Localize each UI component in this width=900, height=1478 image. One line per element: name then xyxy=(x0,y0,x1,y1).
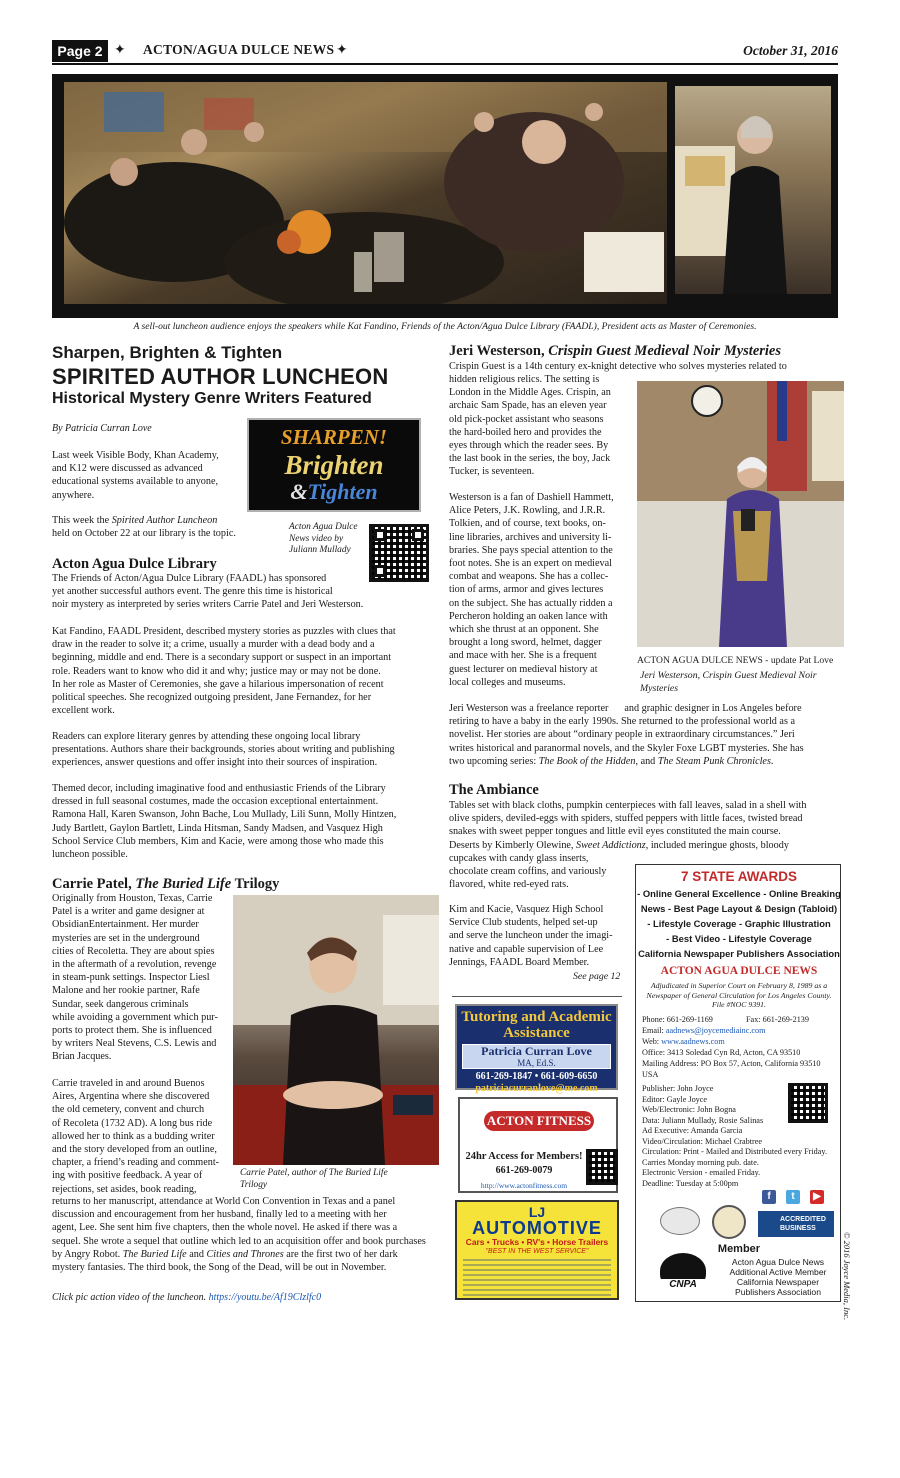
bbb-accredited-badge: ACCREDITED BUSINESS xyxy=(758,1211,834,1237)
masthead-phone: Phone: 661-269-1169 xyxy=(642,1015,713,1024)
facebook-icon[interactable]: f xyxy=(762,1190,776,1204)
jeri-westerson-photo[interactable] xyxy=(637,381,844,647)
video-link-line: Click pic action video of the luncheon. https://youtu.be/Af19Clzlfc0 xyxy=(52,1292,322,1303)
jeri-paragraph-2: Westerson is a fan of Dashiell Hammett, Alice Peters, J.K. Rowling, and J.R.R. Tolkien, and of course, text books, on- line libraries, archives and university li- braries. She pays special attention to the foot notes. She is an expert on medieval combat and weapons. She has a collec- tion of arms, armor and gives lectures on the subject. She has actually ridden a Percheron holding an oaken lance with which she thrust at an opponent. She brought a long sword, helmet, dagger and mace with her. She is a frequent guest lecturer on medieval history at local colleges and museums. xyxy=(449,492,614,688)
ambiance-paragraph-2: Kim and Kacie, Vasquez High School Service Club students, helped set-up and serve the luncheon under the imagi- native and capable supervision of Lee Jennings, FAADL Board Member. xyxy=(449,904,613,968)
award-line: - Best Video - Lifestyle Coverage xyxy=(666,933,812,944)
speaker-photo[interactable] xyxy=(675,86,831,294)
library-subhead: Acton Agua Dulce Library xyxy=(52,556,217,572)
member-line: Publishers Association xyxy=(735,1287,821,1297)
divider xyxy=(452,996,622,997)
award-line: - Lifestyle Coverage - Graphic Illustration xyxy=(647,918,831,929)
masthead-email-line: Email: aadnews@joycemediainc.com xyxy=(642,1026,766,1035)
member-line: Additional Active Member xyxy=(729,1267,827,1277)
fitness-access: 24hr Access for Members! xyxy=(465,1151,583,1162)
copyright-note: © 2016 Joyce Media, Inc. xyxy=(842,1232,852,1321)
fitness-url[interactable]: http://www.actonfitness.com xyxy=(480,1181,568,1190)
video-link[interactable]: https://youtu.be/Af19Clzlfc0 xyxy=(208,1292,322,1303)
masthead-email[interactable]: aadnews@joycemediainc.com xyxy=(665,1026,766,1035)
star-icon: ✦ xyxy=(336,43,348,58)
header-rule xyxy=(52,63,838,65)
fitness-logo: ACTON FITNESS xyxy=(484,1111,594,1131)
member-label: Member xyxy=(717,1243,761,1255)
qr-code-masthead[interactable] xyxy=(788,1083,828,1123)
masthead-country: USA xyxy=(642,1070,659,1079)
masthead-web-line: Web: www.aadnews.com xyxy=(642,1037,725,1046)
carrie-paragraph-2-continued: returns to her manuscript, attendance at World Con Convention in Texas and a panel discussion and encouragement from her husband, finally led to a meeting with her agent, Lee. She sent him five chapters, then the whole novel. He asked if there was a sequel. She wrote a sequel that outline which led to an acquisition offer and book purchases by Angry Robot. The Buried Life and Cities and Thrones are the first two of her dark mystery fantasies. The third book, the Song of the Dead, will be out in November. xyxy=(52,1196,426,1274)
carrie-subhead: Carrie Patel, The Buried Life Trilogy xyxy=(52,876,280,892)
masthead-office: Office: 3413 Soledad Cyn Rd, Acton, CA 93510 xyxy=(642,1048,801,1057)
tutoring-ad[interactable]: Tutoring and Academic Assistance Patricia Curran Love MA, Ed.S. 661-269-1847 • 661-609-6650 patriciacurranlove@me.com xyxy=(455,1004,618,1090)
award-line: - Online General Excellence - Online Breaking xyxy=(637,888,841,899)
carrie-paragraph-2: Carrie traveled in and around Buenos Aires, Argentina where she discovered the old cemetery, convent and church of Recoleta (1732 AD). A long bus ride allowed her to think as a budding writer and the story developed from an outline, chapter, a friend’s reading and comment- ing with positive feedback. A year of rejections, set asides, book reading, xyxy=(52,1078,220,1195)
lj-automotive-ad[interactable]: LJ AUTOMOTIVE Cars • Trucks • RV's • Horse Trailers "BEST IN THE WEST SERVICE" xyxy=(455,1200,619,1300)
video-credit-note: Acton Agua Dulce News video by Juliann Mullady xyxy=(289,522,358,555)
agua-dulce-seal-icon xyxy=(712,1205,746,1239)
story-headline: SPIRITED AUTHOR LUNCHEON xyxy=(52,364,389,389)
masthead-paper-title: ACTON AGUA DULCE NEWS xyxy=(660,965,818,977)
adjudicated-note: Adjudicated in Superior Court on February 8, 1989 as a Newspaper of General Circulation for Los Angeles County. File #NOC 9391. xyxy=(646,981,832,1009)
awards-title: 7 STATE AWARDS xyxy=(680,869,797,884)
masthead-box xyxy=(635,864,841,1302)
jeri-photo-caption: Jeri Westerson, Crispin Guest Medieval Noir Mysteries xyxy=(640,670,817,694)
carrie-paragraph-1: Originally from Houston, Texas, Carrie Patel is a writer and game designer at ObsidianEntertainment. Her murder mysteries are set in the underground cities of Recoletta. They are about spies in the aftermath of a revolution, revenge in steam-punk settings. Inspector Liesl Malone and her rookie partner, Rafe Sundar, seek dangerous criminals while avoiding a government which pur- ports to protect them. She is influenced by writers Neal Stevens, C.S. Lewis and Brian Jacques. xyxy=(52,893,218,1063)
sharpen-brighten-tighten-logo: SHARPEN! Brighten &Tighten xyxy=(247,418,421,512)
page-label: Page 2 xyxy=(52,40,108,62)
story-kicker: Sharpen, Brighten & Tighten xyxy=(52,343,283,362)
library-paragraph-4: Themed decor, including imaginative food and enthusiastic Friends of the Library dressed in full seasonal costumes, made the occasion exceptional entertainment. Ramona Hall, Karen Swanson, John Bache, Lou Mullady, Lili Sunn, Molly Hintzen, Judy Bartlett, Gaylon Bartlett, Linda Hitsman, Sandy Madsen, and Vasquez High School Service Club members, Kim and Kacie, were among those who made this luncheon possible. xyxy=(52,783,397,861)
library-paragraph-3: Readers can explore literary genres by attending these ongoing local library presentations. Authors share their backgrounds, stories about writing and publishing experiences, answer questions and offer insight into their sources of inspiration. xyxy=(52,731,395,769)
twitter-icon[interactable]: t xyxy=(786,1190,800,1204)
award-line: California Newspaper Publishers Association xyxy=(638,948,840,959)
jeri-paragraph-3: Jeri Westerson was a freelance reporter and graphic designer in Los Angeles before retiring to have a baby in the early 1990s. She returned to the professional world as a novelist. Her stories are about “ordinary people in extraordinary circumstances.” Jeri writes historical and paranormal novels, and the Skyler Foxe LGBT mysteries. She has two upcoming series: The Book of the Hidden, and The Steam Punk Chronicles. xyxy=(449,703,804,767)
ambiance-paragraph-1: Tables set with black cloths, pumpkin centerpieces with fall leaves, salad in a shell with olive spiders, deviled-eggs with spiders, stuffed peppers with little faces, twisted bread snakes with sweet pepper tongues and little evil eyes constituted the main course. Deserts by Kimberly Olewine, Sweet Addictionz, included meringue ghosts, bloody cupcakes with candy glass inserts, chocolate cream coffins, and variously flavored, white red-eyed rats. xyxy=(449,800,807,891)
member-line: Acton Agua Dulce News xyxy=(731,1257,825,1267)
carrie-patel-photo[interactable] xyxy=(233,895,439,1165)
member-line: California Newspaper xyxy=(736,1277,820,1287)
photo-caption: A sell-out luncheon audience enjoys the speakers while Kat Fandino, Friends of the Acton/Agua Dulce Library (FAADL), President acts as Master of Ceremonies. xyxy=(133,321,757,332)
issue-date: October 31, 2016 xyxy=(743,43,838,58)
carrie-photo-caption: Carrie Patel, author of The Buried Life Trilogy xyxy=(240,1168,388,1190)
jeri-subhead: Jeri Westerson, Crispin Guest Medieval Noir Mysteries xyxy=(449,343,782,359)
luncheon-audience-photo[interactable] xyxy=(64,82,667,304)
acton-seal-icon xyxy=(660,1207,700,1235)
masthead-web[interactable]: www.aadnews.com xyxy=(661,1037,725,1046)
youtube-icon[interactable]: ▶ xyxy=(810,1190,824,1204)
ad-fine-print xyxy=(463,1259,611,1299)
intro-paragraph: Last week Visible Body, Khan Academy, and K12 were discussed as advanced educational systems available to anyone, anywhere. xyxy=(52,450,219,501)
qr-code-fitness[interactable] xyxy=(586,1149,618,1185)
award-line: News - Best Page Layout & Design (Tabloid) xyxy=(640,903,838,914)
masthead-staff: Publisher: John Joyce Editor: Gayle Joyce Web/Electronic: John Bogna Data: Juliann Mullady, Rosie Salinas Ad Executive: Amanda Garcia Video/Circulation: Michael Crabtree Circulation: Print - Mailed and Distributed every Friday. Carries Monday morning pub. date. Electronic Version - emailed Friday. Deadline: Tuesday at 5:00pm xyxy=(642,1084,828,1188)
library-paragraph-2: Kat Fandino, FAADL President, described mystery stories as puzzles with clues that draw in the reader to solve it; a crime, usually a murder with a dead body and a beginning, middle and end. There is a secondary support or suspect in an important role. Readers want to know who did it and why; justice may or may not be done. In her role as Master of Ceremonies, she gave a hilarious impersonation of recent political speeches. She recognized outgoing president, Jane Fernandez, for her excellent work. xyxy=(52,626,396,717)
fitness-phone: 661-269-0079 xyxy=(495,1165,553,1176)
acton-fitness-ad[interactable] xyxy=(458,1097,618,1193)
jeri-paragraph-1: hidden religious relics. The setting is London in the Middle Ages. Crispin, an archaic Sam Spade, has an eleven year old pick-pocket assistant who seasons the hard-boiled hero and provides the eyes through which the reader sees. By the last book in the series, the boy, Jack Tucker, is seventeen. xyxy=(449,374,611,478)
ambiance-subhead: The Ambiance xyxy=(449,782,539,798)
star-icon: ✦ xyxy=(114,43,126,58)
byline: By Patricia Curran Love xyxy=(52,423,152,434)
cnpa-label: CNPA xyxy=(660,1279,706,1290)
masthead-fax: Fax: 661-269-2139 xyxy=(746,1015,809,1024)
story-deck: Historical Mystery Genre Writers Featured xyxy=(52,390,372,407)
jeri-first-line: Crispin Guest is a 14th century ex-knight detective who solves mysteries related to xyxy=(449,361,787,372)
paper-name: ACTON/AGUA DULCE NEWS xyxy=(143,42,335,57)
jeri-photo-credit: ACTON AGUA DULCE NEWS - update Pat Love xyxy=(637,655,834,666)
see-page-note: See page 12 xyxy=(573,971,621,982)
library-paragraph-1: The Friends of Acton/Agua Dulce Library (FAADL) has sponsored yet another successful authors event. The genre this time is historical noir mystery as interpreted by series writers Carrie Patel and Jeri Westerson. xyxy=(52,573,364,611)
masthead-mailing: Mailing Address: PO Box 57, Acton, California 93510 xyxy=(642,1059,821,1068)
this-week-paragraph: This week the Spirited Author Luncheon held on October 22 at our library is the topic. xyxy=(52,515,236,540)
qr-code-video[interactable] xyxy=(369,524,429,582)
